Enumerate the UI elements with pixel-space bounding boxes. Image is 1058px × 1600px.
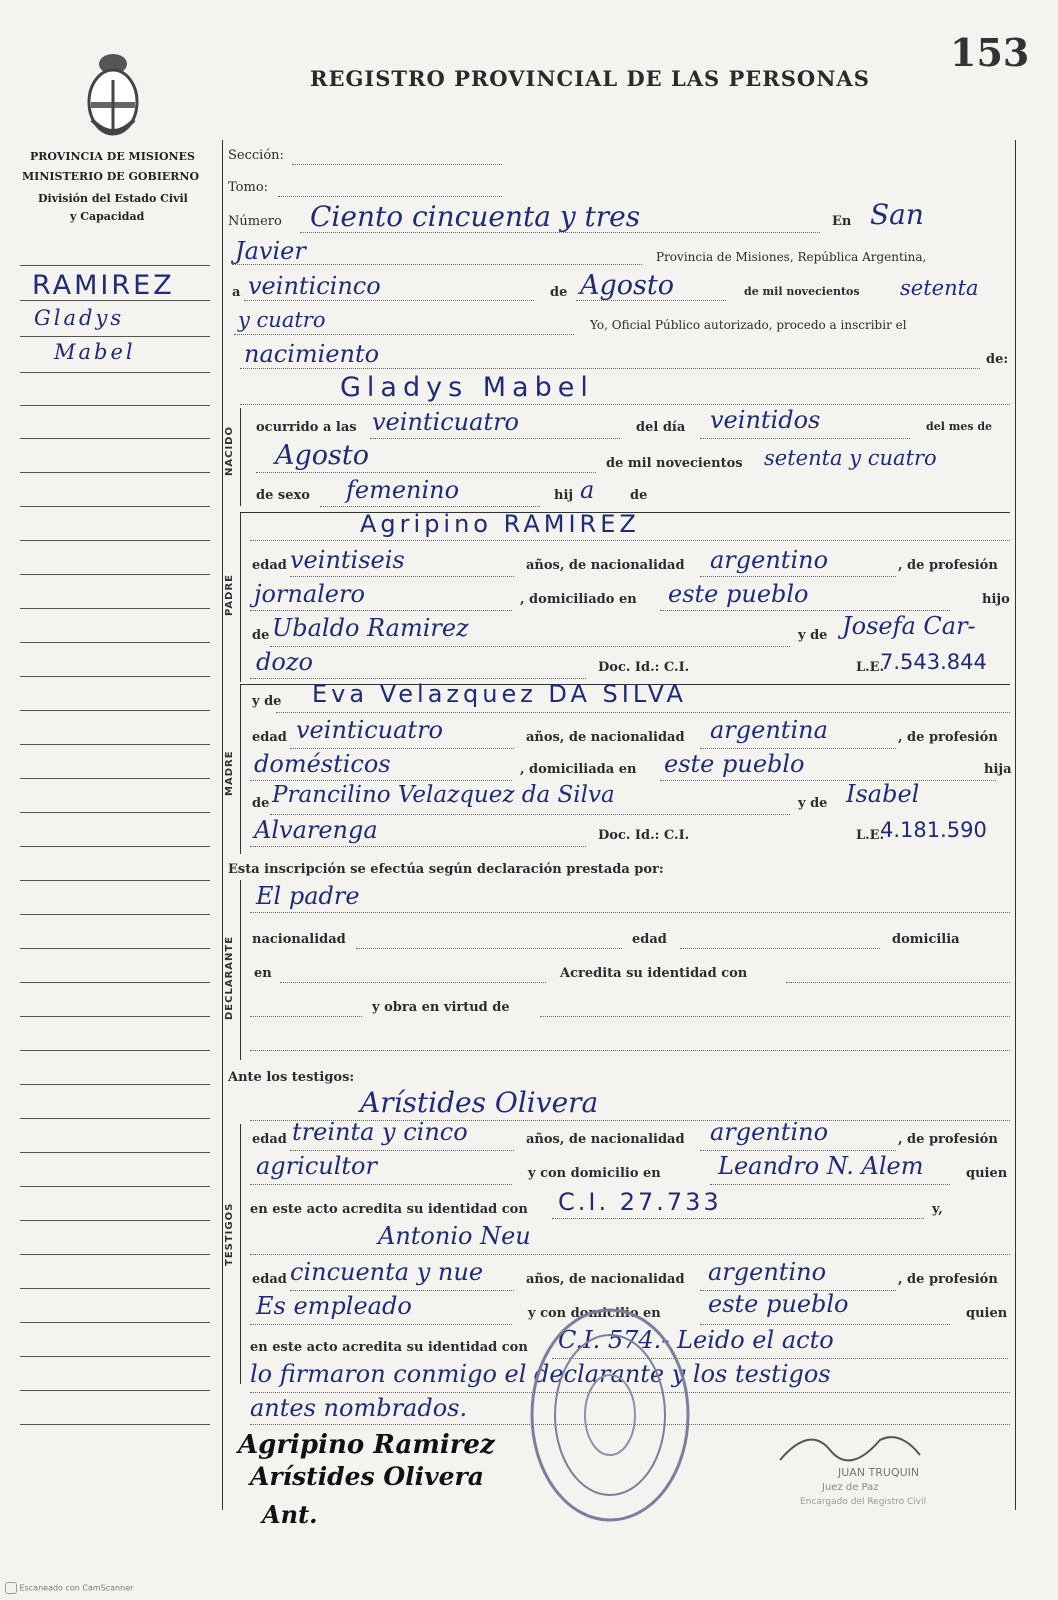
division-label: División del Estado Civil	[38, 192, 188, 205]
padre-prof-label: , de profesión	[898, 558, 998, 573]
padre-prof-value: jornalero	[254, 580, 365, 608]
t2-prof-value: Es empleado	[256, 1292, 412, 1320]
tomo-label: Tomo:	[228, 180, 269, 195]
decl-edad-label: edad	[632, 932, 667, 947]
t2-doc-value: C.I. 574.- Leido el acto	[558, 1326, 834, 1354]
madre-madre-value: Isabel	[846, 780, 920, 808]
t2-quien-label: quien	[966, 1306, 1008, 1321]
madre-doc-label: Doc. Id.: C.I.	[598, 828, 690, 843]
dia-value: veinticinco	[248, 272, 381, 300]
sexo-value: femenino	[346, 476, 460, 504]
t1-prof-label: , de profesión	[898, 1132, 998, 1147]
testigo1-nombre: Arístides Olivera	[360, 1086, 599, 1119]
t1-prof-value: agricultor	[256, 1152, 377, 1180]
madre-doc-value: 4.181.590	[880, 818, 987, 842]
padre-de-label: de	[252, 628, 270, 643]
province-label: PROVINCIA DE MISIONES	[30, 150, 195, 163]
decl-acredita-label: Acredita su identidad con	[560, 966, 748, 981]
padre-edad-value: veintiseis	[290, 546, 405, 574]
padre-hijo-label: hijo	[982, 592, 1010, 607]
anio-value-2: y cuatro	[238, 308, 326, 332]
t1-edad-label: edad	[252, 1132, 287, 1147]
firma-testigo-1: Arístides Olivera	[250, 1462, 484, 1491]
madre-domic-value: este pueblo	[664, 750, 805, 778]
madre-yde-label: y de	[252, 694, 282, 709]
de-mil-label: de mil novecientos	[744, 285, 860, 298]
padre-yde-label: y de	[798, 628, 828, 643]
hora-value: veinticuatro	[372, 408, 519, 436]
coat-of-arms-icon	[80, 50, 146, 140]
padre-doc-value: 7.543.844	[880, 650, 987, 674]
t1-anios-label: años, de nacionalidad	[526, 1132, 685, 1147]
madre-edad-label: edad	[252, 730, 287, 745]
sexo-label: de sexo	[256, 488, 310, 503]
decl-nacionalidad-label: nacionalidad	[252, 932, 346, 947]
page-number: 153	[950, 30, 1030, 75]
padre-domic-label: , domiciliado en	[520, 592, 637, 607]
madre-anios-label: años, de nacionalidad	[526, 730, 685, 745]
provincia-label: Provincia de Misiones, República Argentina,	[656, 250, 927, 264]
padre-le-label: L.E.	[856, 660, 885, 675]
de-colon-label: de:	[986, 352, 1009, 367]
cierre-line-1: lo firmaron conmigo el declarante y los testigos	[250, 1360, 831, 1388]
oficial-nombre: JUAN TRUQUIN	[838, 1466, 920, 1479]
camscanner-icon	[5, 1582, 17, 1594]
madre-nac-value: argentina	[710, 716, 828, 744]
nombre-value: Gladys Mabel	[340, 372, 594, 403]
en-label: En	[832, 214, 852, 229]
document-title: REGISTRO PROVINCIAL DE LAS PERSONAS	[310, 66, 870, 91]
seccion-label: Sección:	[228, 148, 284, 163]
t2-prof-label: , de profesión	[898, 1272, 998, 1287]
testigo2-nombre: Antonio Neu	[378, 1222, 531, 1250]
padre-domic-value: este pueblo	[668, 580, 809, 608]
mes-value: Agosto	[580, 270, 674, 301]
t2-edad-label: edad	[252, 1272, 287, 1287]
t1-quien-label: quien	[966, 1166, 1008, 1181]
t2-domic-value: este pueblo	[708, 1290, 849, 1318]
acto-value: nacimiento	[244, 340, 380, 368]
t1-acredita-label: en este acto acredita su identidad con	[250, 1202, 528, 1217]
official-stamp-icon	[525, 1300, 695, 1530]
testigos-label: TESTIGOS	[224, 1202, 235, 1266]
madre-yde2-label: y de	[798, 796, 828, 811]
margin-surname: RAMIREZ	[32, 270, 175, 301]
hij-value: a	[580, 476, 595, 504]
padre-madre-value: Josefa Car-	[842, 612, 976, 640]
oficial-cargo-2: Encargado del Registro Civil	[800, 1497, 927, 1507]
margin-second-name: Mabel	[54, 340, 136, 364]
madre-nombre: Eva Velazquez DA SILVA	[312, 680, 687, 708]
madre-label: MADRE	[224, 750, 235, 796]
madre-prof-label: , de profesión	[898, 730, 998, 745]
camscanner-badge	[5, 1582, 133, 1594]
a-label: a	[232, 285, 241, 300]
padre-label: PADRE	[224, 574, 235, 616]
cierre-line-2: antes nombrados.	[250, 1394, 468, 1422]
madre-edad-value: veinticuatro	[296, 716, 443, 744]
padre-padre-value: Ubaldo Ramirez	[272, 614, 469, 642]
anio-value-nac: setenta y cuatro	[764, 446, 937, 470]
padre-anios-label: años, de nacionalidad	[526, 558, 685, 573]
madre-hija-label: hija	[984, 762, 1012, 777]
lugar-value: Javier	[235, 237, 306, 265]
decl-en-label: en	[254, 966, 272, 981]
t1-doc-value: C.I. 27.733	[558, 1188, 722, 1216]
numero-value: Ciento cincuenta y tres	[310, 200, 641, 233]
nacido-label: NACIDO	[224, 426, 235, 476]
decl-obra-label: y obra en virtud de	[372, 1000, 510, 1015]
firma-padre: Agripino Ramirez	[238, 1430, 495, 1460]
t2-anios-label: años, de nacionalidad	[526, 1272, 685, 1287]
decl-domicilia-label: domicilia	[892, 932, 960, 947]
anio-value: setenta	[900, 276, 979, 300]
madre-domic-label: , domiciliada en	[520, 762, 637, 777]
t1-domic-label: y con domicilio en	[528, 1166, 661, 1181]
ministry-label: MINISTERIO DE GOBIERNO	[22, 170, 200, 183]
madre-padre-value: Prancilino Velazquez da Silva	[272, 782, 615, 808]
padre-nac-value: argentino	[710, 546, 829, 574]
del-mes-label: del mes de	[926, 420, 993, 433]
dia-value-nac: veintidos	[710, 406, 821, 434]
oficial-cargo: Juez de Paz	[822, 1482, 879, 1493]
madre-prof-value: domésticos	[254, 750, 391, 778]
padre-nombre: Agripino RAMIREZ	[360, 510, 640, 538]
t1-y-label: y,	[932, 1202, 943, 1217]
de-nac-label: de	[630, 488, 648, 503]
ocurrido-label: ocurrido a las	[256, 420, 357, 435]
madre-de-label: de	[252, 796, 270, 811]
mes-value-nac: Agosto	[275, 440, 369, 471]
t2-domic-label: y con domicilio en	[528, 1306, 661, 1321]
declarante-intro: Esta inscripción se efectúa según declaración prestada por:	[228, 862, 664, 877]
en-value: San	[870, 198, 924, 231]
t2-edad-value: cincuenta y nue	[290, 1258, 484, 1286]
margin-first-name: Gladys	[34, 306, 125, 330]
declarante-label: DECLARANTE	[224, 935, 235, 1020]
t2-nac-value: argentino	[708, 1258, 827, 1286]
declarante-nombre: El padre	[256, 882, 360, 910]
yo-label: Yo, Oficial Público autorizado, procedo a inscribir el	[590, 318, 907, 332]
t1-domic-value: Leandro N. Alem	[718, 1152, 924, 1180]
hij-label: hij	[554, 488, 574, 503]
capacity-label: y Capacidad	[70, 210, 145, 223]
t1-nac-value: argentino	[710, 1118, 829, 1146]
camscanner-label: Escaneado con CamScanner	[19, 1583, 134, 1593]
firma-testigo-2: Ant.	[262, 1500, 318, 1529]
madre-madre-value-2: Alvarenga	[254, 816, 378, 844]
t1-edad-value: treinta y cinco	[292, 1118, 468, 1146]
t2-acredita-label: en este acto acredita su identidad con	[250, 1340, 528, 1355]
numero-label: Número	[228, 214, 282, 229]
de-label: de	[550, 285, 568, 300]
del-dia-label: del día	[636, 420, 686, 435]
padre-doc-label: Doc. Id.: C.I.	[598, 660, 690, 675]
firma-oficial	[770, 1420, 940, 1470]
de-mil-nac-label: de mil novecientos	[606, 456, 743, 471]
padre-edad-label: edad	[252, 558, 287, 573]
padre-madre-value-2: dozo	[256, 648, 313, 676]
madre-le-label: L.E.	[856, 828, 885, 843]
testigos-intro: Ante los testigos:	[228, 1070, 355, 1085]
